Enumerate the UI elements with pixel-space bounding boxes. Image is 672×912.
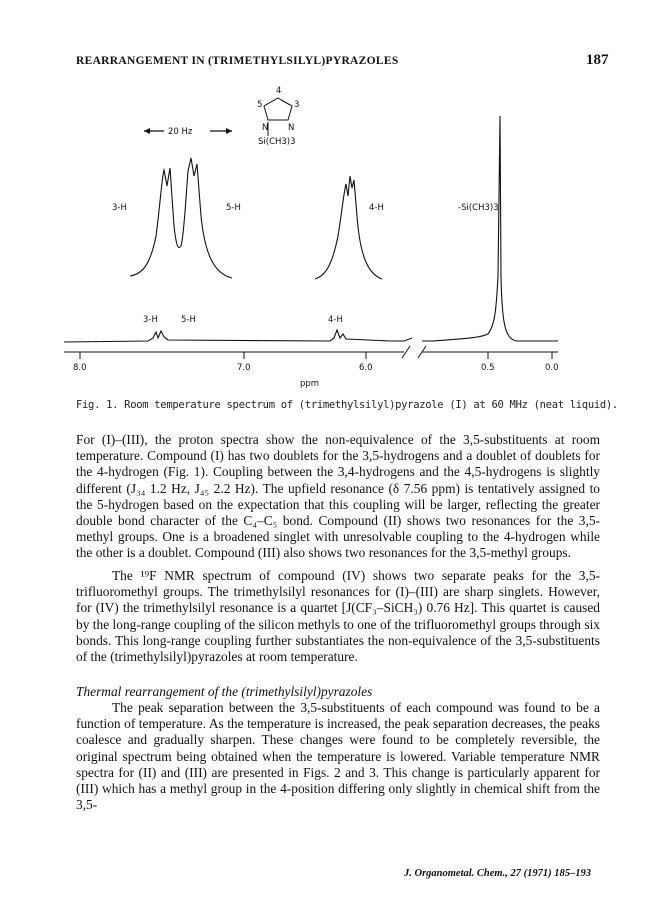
scale-bar	[144, 127, 232, 137]
running-head: REARRANGEMENT IN (TRIMETHYLSILYL)PYRAZOLES	[76, 55, 399, 67]
paragraph-2	[76, 568, 600, 665]
axis-tick-label: 8.0	[73, 363, 87, 373]
upper-label-4h: 4-H	[369, 203, 384, 213]
paragraph-3-text: The peak separation between the 3,5-substituents of each compound was found to be a function of temperature. As the temperature is increased, the peak separation decreases, the peaks coalesce and gradually sharpen. These changes were found to be completely reversible, the original spectrum being obtained when the temperature is lowered. Variable temperature NMR spectra for (II) and (III) are presented in Figs. 2 and 3. This change is particularly apparent for (III) which has a methyl group in the 4-position differing only slightly in chemical shift from the 3,5-	[76, 700, 600, 813]
journal-citation: J. Organometal. Chem., 27 (1971) 185–193	[404, 868, 591, 879]
atom-n2-label: N	[288, 123, 295, 133]
expanded-3h-5h-trace	[130, 158, 232, 278]
upper-label-5h: 5-H	[226, 203, 241, 213]
atom-3-label: 3	[294, 100, 300, 110]
atom-5-label: 5	[257, 100, 263, 110]
paragraph-1	[76, 432, 600, 562]
paragraph-2-text: The ¹⁹F NMR spectrum of compound (IV) shows two separate peaks for the 3,5-trifluoromethyl groups. The trimethylsilyl resonances for (I)–(III) are sharp singlets. However, for (IV) the trimethylsilyl resonance is a quartet [J(CF₃–SiCH₃) 0.76 Hz]. This quartet is caused by the long-range coupling of the silicon methyls to one of the trifluoromethyl groups through six bonds. This long-range coupling further substantiates the non-equivalence of the 3,5-substituents of the (trimethylsilyl)pyrazoles at room temperature.	[76, 568, 600, 665]
page-number: 187	[586, 52, 609, 68]
axis-tick-label: 6.0	[359, 363, 373, 373]
upper-label-3h: 3-H	[112, 203, 127, 213]
upper-label-sime3: -Si(CH3)3	[458, 203, 499, 213]
lower-label-3h: 3-H	[143, 315, 158, 325]
paragraph-1-text: For (I)–(III), the proton spectra show the non-equivalence of the 3,5-substituents at room temperature. Compound (I) has two doublets for the 3,5-hydrogens and a doublet of doublets for the 4-hydrogen (Fig. 1). Coupling between the 3,4-hydrogens and the 4,5-hydrogens is slightly different (J₃₄ 1.2 Hz, J₄₅ 2.2 Hz). The upfield resonance (δ 7.56 ppm) is tentatively assigned to the 5-hydrogen based on the expectation that this coupling will be larger, reflecting the greater double bond character of the C₄–C₅ bond. Compound (II) shows two resonances for the 3,5-methyl groups. One is a broadened singlet with unresolvable coupling to the 4-hydrogen while the other is a doublet. Compound (III) also shows two resonances for the 3,5-methyl groups.	[76, 432, 600, 561]
nmr-spectrum-svg	[60, 76, 580, 396]
atom-4-label: 4	[276, 86, 282, 96]
axis-ticks	[73, 352, 559, 373]
pyrazole-ring	[264, 98, 292, 120]
nmr-figure	[60, 76, 580, 396]
paragraph-3	[76, 700, 600, 813]
sime3-peak-trace	[422, 116, 558, 341]
axis-unit: ppm	[300, 379, 320, 389]
figure-caption: Fig. 1. Room temperature spectrum of (trimethylsilyl)pyrazole (I) at 60 MHz (neat liquid).	[76, 399, 618, 411]
axis-tick-label: 0.0	[545, 363, 559, 373]
axis-tick-label: 7.0	[237, 363, 251, 373]
ppm-axis	[64, 346, 558, 358]
full-spectrum-trace	[64, 330, 404, 342]
expanded-4h-trace	[315, 176, 382, 279]
lower-label-4h: 4-H	[328, 315, 343, 325]
axis-tick-label: 0.5	[481, 363, 495, 373]
section-heading: Thermal rearrangement of the (trimethylsilyl)pyrazoles	[76, 684, 373, 699]
si-substituent-label: Si(CH3)3	[258, 137, 296, 147]
scale-bar-label: 20 Hz	[168, 127, 193, 137]
lower-label-5h: 5-H	[181, 315, 196, 325]
atom-n1-label: N	[262, 123, 269, 133]
ring-double-bond	[281, 100, 290, 105]
